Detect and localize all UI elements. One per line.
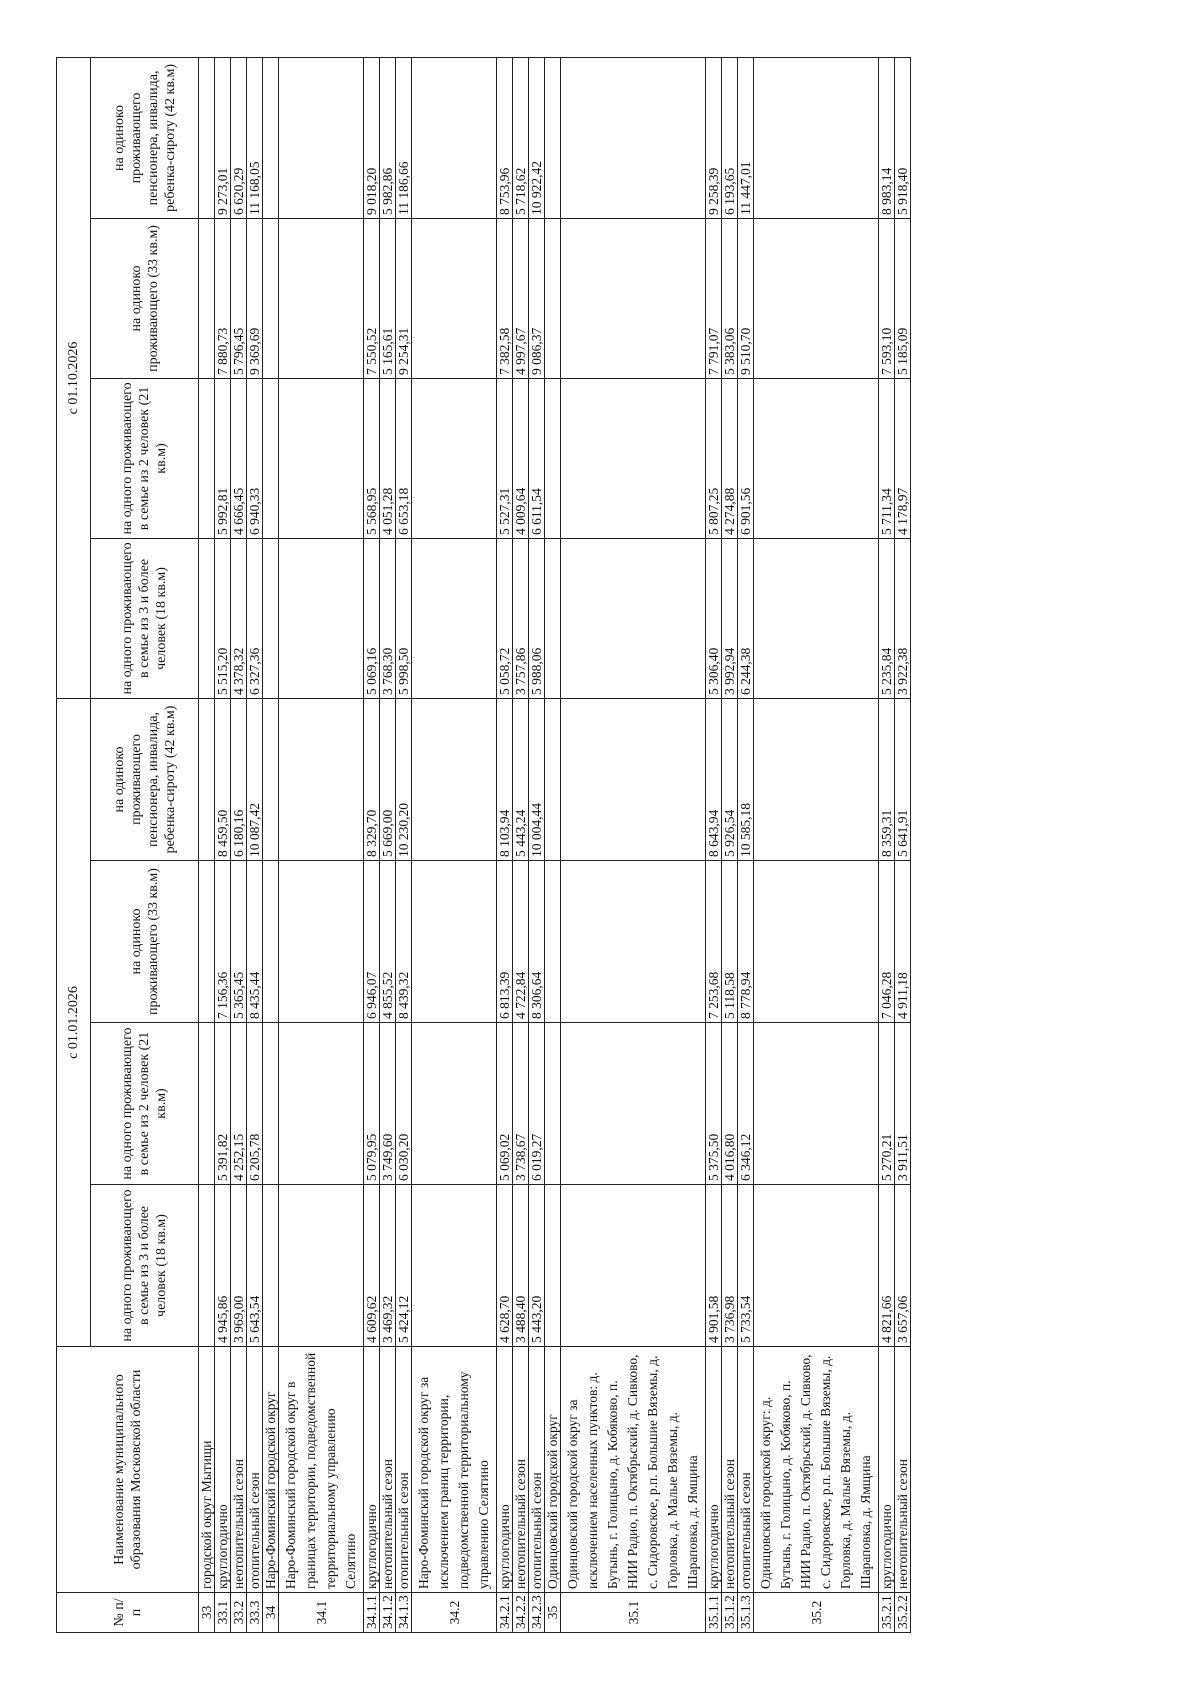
row-value [754, 218, 879, 378]
row-value [279, 1023, 364, 1185]
row-value [263, 861, 279, 1023]
row-name: Наро-Фоминский городской округ в границах территории, подведомственной территориальному управлению Селятино [279, 1347, 364, 1593]
row-value [199, 1185, 215, 1347]
table-row [364, 57, 380, 1632]
row-value: 5 926,54 [722, 698, 738, 860]
header-num: № п/п [57, 1593, 199, 1633]
row-value: 3 469,32 [380, 1185, 396, 1347]
row-value: 7 382,58 [497, 218, 513, 378]
row-value: 8 459,50 [215, 698, 231, 860]
row-value: 11 168,05 [247, 57, 263, 218]
row-value: 5 711,34 [879, 378, 895, 538]
row-value: 5 306,40 [706, 538, 722, 698]
row-value [199, 218, 215, 378]
row-value: 6 327,36 [247, 538, 263, 698]
table-row [545, 57, 561, 1632]
row-value: 3 749,60 [380, 1023, 396, 1185]
row-value [199, 57, 215, 218]
table-row [263, 57, 279, 1632]
header-name: Наименование муниципального образования Московской области [57, 1347, 199, 1593]
row-value: 4 051,28 [380, 378, 396, 538]
row-value: 7 046,28 [879, 861, 895, 1023]
row-value: 3 738,67 [513, 1023, 529, 1185]
row-value [561, 861, 706, 1023]
row-value [412, 378, 497, 538]
row-value [412, 1185, 497, 1347]
row-value: 4 378,32 [231, 538, 247, 698]
row-value [263, 698, 279, 860]
row-value: 5 270,21 [879, 1023, 895, 1185]
row-value [412, 57, 497, 218]
row-value [545, 57, 561, 218]
table-row [497, 57, 513, 1632]
row-name: круглогодично [879, 1347, 895, 1593]
row-value: 5 079,95 [364, 1023, 380, 1185]
row-value: 5 643,54 [247, 1185, 263, 1347]
row-name: отопительный сезон [738, 1347, 754, 1593]
row-name: неотопительный сезон [722, 1347, 738, 1593]
row-value: 7 593,10 [879, 218, 895, 378]
row-value: 8 435,44 [247, 861, 263, 1023]
row-number: 34.2.2 [513, 1593, 529, 1633]
row-value: 3 488,40 [513, 1185, 529, 1347]
row-value [279, 57, 364, 218]
row-number: 34.1.2 [380, 1593, 396, 1633]
table-row [722, 57, 738, 1632]
row-number: 35.1.1 [706, 1593, 722, 1633]
row-value: 6 620,29 [231, 57, 247, 218]
row-value [545, 378, 561, 538]
row-value: 8 778,94 [738, 861, 754, 1023]
row-value [754, 57, 879, 218]
row-value [199, 538, 215, 698]
row-value: 4 252,15 [231, 1023, 247, 1185]
row-value: 6 901,56 [738, 378, 754, 538]
row-name: неотопительный сезон [895, 1347, 911, 1593]
row-number: 34.2.3 [529, 1593, 545, 1633]
row-value: 6 813,39 [497, 861, 513, 1023]
header-col: на одного проживающего в семье из 3 и более человек (18 кв.м) [91, 538, 199, 698]
row-value: 5 165,61 [380, 218, 396, 378]
row-name: отопительный сезон [396, 1347, 412, 1593]
row-number: 34.1.3 [396, 1593, 412, 1633]
row-number: 33 [199, 1593, 215, 1633]
row-value: 6 244,38 [738, 538, 754, 698]
row-value: 9 369,69 [247, 218, 263, 378]
row-number: 34 [263, 1593, 279, 1633]
row-value: 4 009,64 [513, 378, 529, 538]
row-name: неотопительный сезон [513, 1347, 529, 1593]
row-value: 4 274,88 [722, 378, 738, 538]
table-row [738, 57, 754, 1632]
row-value: 11 447,01 [738, 57, 754, 218]
row-name: круглогодично [364, 1347, 380, 1593]
row-value [412, 538, 497, 698]
row-value: 4 016,80 [722, 1023, 738, 1185]
row-name: Одинцовский городской округ [545, 1347, 561, 1593]
table-row [396, 57, 412, 1632]
row-value [412, 861, 497, 1023]
row-number: 35.2 [754, 1593, 879, 1633]
table-row [754, 57, 879, 1632]
row-value: 5 641,91 [895, 698, 911, 860]
row-value: 10 230,20 [396, 698, 412, 860]
row-value: 6 346,12 [738, 1023, 754, 1185]
table-row [247, 57, 263, 1632]
table-row [231, 57, 247, 1632]
row-value: 5 982,86 [380, 57, 396, 218]
row-value [561, 538, 706, 698]
row-value: 6 030,20 [396, 1023, 412, 1185]
row-value: 10 004,44 [529, 698, 545, 860]
header-col: на одиноко проживающего (33 кв.м) [91, 861, 199, 1023]
row-value [263, 1023, 279, 1185]
row-value: 5 365,45 [231, 861, 247, 1023]
row-value: 4 609,62 [364, 1185, 380, 1347]
row-value: 9 086,37 [529, 218, 545, 378]
header-col: на одного проживающего в семье из 2 человек (21 кв.м) [91, 378, 199, 538]
row-value: 3 922,38 [895, 538, 911, 698]
row-value [754, 698, 879, 860]
row-name: Наро-Фоминский городской округ [263, 1347, 279, 1593]
row-value [561, 1185, 706, 1347]
row-value [279, 378, 364, 538]
row-value: 5 424,12 [396, 1185, 412, 1347]
row-name: круглогодично [497, 1347, 513, 1593]
row-value [412, 218, 497, 378]
row-value [279, 1185, 364, 1347]
row-value: 7 880,73 [215, 218, 231, 378]
row-value: 5 069,02 [497, 1023, 513, 1185]
row-value: 5 515,20 [215, 538, 231, 698]
row-number: 33.2 [231, 1593, 247, 1633]
row-value: 5 058,72 [497, 538, 513, 698]
row-number: 35 [545, 1593, 561, 1633]
row-value: 5 733,54 [738, 1185, 754, 1347]
table-row [279, 57, 364, 1632]
row-value: 5 669,00 [380, 698, 396, 860]
row-value [545, 1023, 561, 1185]
row-value: 9 273,01 [215, 57, 231, 218]
header-col: на одного проживающего в семье из 3 и более человек (18 кв.м) [91, 1185, 199, 1347]
table-row [561, 57, 706, 1632]
row-value: 9 018,20 [364, 57, 380, 218]
row-value: 4 945,86 [215, 1185, 231, 1347]
header-col: на одиноко проживающего пенсионера, инвалида, ребенка-сироту (42 кв.м) [91, 698, 199, 860]
row-number: 34.2 [412, 1593, 497, 1633]
row-value: 10 585,18 [738, 698, 754, 860]
row-value: 9 510,70 [738, 218, 754, 378]
row-value [561, 1023, 706, 1185]
header-period-2: с 01.10.2026 [57, 57, 91, 698]
row-name: круглогодично [215, 1347, 231, 1593]
row-value: 3 992,94 [722, 538, 738, 698]
table-row [513, 57, 529, 1632]
row-number: 34.2.1 [497, 1593, 513, 1633]
row-value: 5 391,82 [215, 1023, 231, 1185]
row-value [754, 538, 879, 698]
header-col: на одного проживающего в семье из 2 человек (21 кв.м) [91, 1023, 199, 1185]
row-value: 5 527,31 [497, 378, 513, 538]
row-value: 5 992,81 [215, 378, 231, 538]
row-value [561, 698, 706, 860]
row-value: 4 628,70 [497, 1185, 513, 1347]
row-value: 4 997,67 [513, 218, 529, 378]
row-value: 10 087,42 [247, 698, 263, 860]
row-value: 5 443,24 [513, 698, 529, 860]
row-number: 33.3 [247, 1593, 263, 1633]
row-value: 5 718,62 [513, 57, 529, 218]
row-name: неотопительный сезон [380, 1347, 396, 1593]
row-value: 3 657,06 [895, 1185, 911, 1347]
row-value: 8 643,94 [706, 698, 722, 860]
table-row [199, 57, 215, 1632]
table-row [215, 57, 231, 1632]
row-value: 8 103,94 [497, 698, 513, 860]
tariff-table [56, 57, 911, 1633]
row-value: 7 791,07 [706, 218, 722, 378]
row-value [754, 378, 879, 538]
table-row [380, 57, 396, 1632]
table-row [895, 57, 911, 1632]
table-row [879, 57, 895, 1632]
row-value: 5 807,25 [706, 378, 722, 538]
row-value: 5 118,58 [722, 861, 738, 1023]
row-value [754, 1185, 879, 1347]
row-value: 7 253,68 [706, 861, 722, 1023]
row-value: 4 178,97 [895, 378, 911, 538]
row-value: 5 796,45 [231, 218, 247, 378]
row-number: 34.1 [279, 1593, 364, 1633]
row-value [754, 861, 879, 1023]
row-value [263, 57, 279, 218]
row-value: 9 254,31 [396, 218, 412, 378]
row-value: 5 568,95 [364, 378, 380, 538]
row-value: 6 611,54 [529, 378, 545, 538]
row-value [561, 57, 706, 218]
row-value [263, 218, 279, 378]
row-value: 6 193,65 [722, 57, 738, 218]
row-value: 10 922,42 [529, 57, 545, 218]
row-name: Наро-Фоминский городской округ за исключением границ территории, подведомственной территориальному управлению Селятино [412, 1347, 497, 1593]
row-value: 4 901,58 [706, 1185, 722, 1347]
row-value: 6 946,07 [364, 861, 380, 1023]
rotated-page [56, 58, 1146, 1633]
row-number: 35.2.2 [895, 1593, 911, 1633]
row-value: 8 359,31 [879, 698, 895, 860]
row-value [545, 1185, 561, 1347]
row-value: 5 069,16 [364, 538, 380, 698]
row-value: 8 983,14 [879, 57, 895, 218]
row-name: городской округ Мытищи [199, 1347, 215, 1593]
row-value: 5 918,40 [895, 57, 911, 218]
row-value: 6 180,16 [231, 698, 247, 860]
row-value [545, 861, 561, 1023]
row-value: 6 940,33 [247, 378, 263, 538]
row-name: Одинцовский городской округ: д. Бутынь, г. Голицыно, д. Кобяково, п. НИИ Радио, п. Октябрьский, д. Сивково, с. Сидоровское, р.п. Большие Вяземы, д. Горловка, д. Малые Вяземы, д. Шараповка, д. Ямщина [754, 1347, 879, 1593]
row-value: 3 768,30 [380, 538, 396, 698]
row-value [545, 698, 561, 860]
row-name: Одинцовский городской округ за исключением населенных пунктов: д. Бутынь, г. Голицыно, д. Кобяково, п. НИИ Радио, п. Октябрьский, д. Сивково, с. Сидоровское, р.п. Большие Вяземы, д. Горловка, д. Малые Вяземы, д. Шараповка, д. Ямщина [561, 1347, 706, 1593]
row-value: 8 306,64 [529, 861, 545, 1023]
row-value: 6 019,27 [529, 1023, 545, 1185]
row-value: 6 653,18 [396, 378, 412, 538]
table-row [412, 57, 497, 1632]
row-value: 8 753,96 [497, 57, 513, 218]
row-value [279, 538, 364, 698]
row-value: 4 855,52 [380, 861, 396, 1023]
row-value [279, 698, 364, 860]
row-value [199, 378, 215, 538]
row-value [754, 1023, 879, 1185]
row-value [199, 861, 215, 1023]
row-value [263, 378, 279, 538]
row-number: 35.2.1 [879, 1593, 895, 1633]
row-value [412, 698, 497, 860]
row-value: 4 666,45 [231, 378, 247, 538]
row-value: 5 235,84 [879, 538, 895, 698]
row-value: 5 383,06 [722, 218, 738, 378]
row-value [545, 218, 561, 378]
row-value: 5 998,50 [396, 538, 412, 698]
row-value [561, 218, 706, 378]
row-name: неотопительный сезон [231, 1347, 247, 1593]
row-number: 33.1 [215, 1593, 231, 1633]
header-col: на одиноко проживающего пенсионера, инвалида, ребенка-сироту (42 кв.м) [91, 57, 199, 218]
row-value: 3 911,51 [895, 1023, 911, 1185]
row-value: 5 375,50 [706, 1023, 722, 1185]
table-row [706, 57, 722, 1632]
row-number: 34.1.1 [364, 1593, 380, 1633]
row-value: 3 969,00 [231, 1185, 247, 1347]
row-name: круглогодично [706, 1347, 722, 1593]
row-value: 7 156,36 [215, 861, 231, 1023]
row-value: 3 736,98 [722, 1185, 738, 1347]
row-value [279, 861, 364, 1023]
row-value: 7 550,52 [364, 218, 380, 378]
table-row [529, 57, 545, 1632]
row-value [279, 218, 364, 378]
row-value [561, 378, 706, 538]
row-value [199, 698, 215, 860]
row-value: 8 439,32 [396, 861, 412, 1023]
row-value: 9 258,39 [706, 57, 722, 218]
row-name: отопительный сезон [247, 1347, 263, 1593]
row-value: 8 329,70 [364, 698, 380, 860]
row-value: 5 443,20 [529, 1185, 545, 1347]
row-number: 35.1.3 [738, 1593, 754, 1633]
row-value: 4 821,66 [879, 1185, 895, 1347]
row-value: 5 185,09 [895, 218, 911, 378]
row-value [412, 1023, 497, 1185]
row-value [199, 1023, 215, 1185]
row-number: 35.1.2 [722, 1593, 738, 1633]
row-value: 5 988,06 [529, 538, 545, 698]
row-name: отопительный сезон [529, 1347, 545, 1593]
row-value [263, 538, 279, 698]
row-value: 3 757,86 [513, 538, 529, 698]
header-col: на одиноко проживающего (33 кв.м) [91, 218, 199, 378]
row-value: 6 205,78 [247, 1023, 263, 1185]
row-value: 4 722,84 [513, 861, 529, 1023]
row-number: 35.1 [561, 1593, 706, 1633]
row-value: 4 911,18 [895, 861, 911, 1023]
header-period-1: с 01.01.2026 [57, 698, 91, 1346]
row-value: 11 186,66 [396, 57, 412, 218]
row-value [263, 1185, 279, 1347]
table-body [199, 57, 911, 1632]
row-value [545, 538, 561, 698]
